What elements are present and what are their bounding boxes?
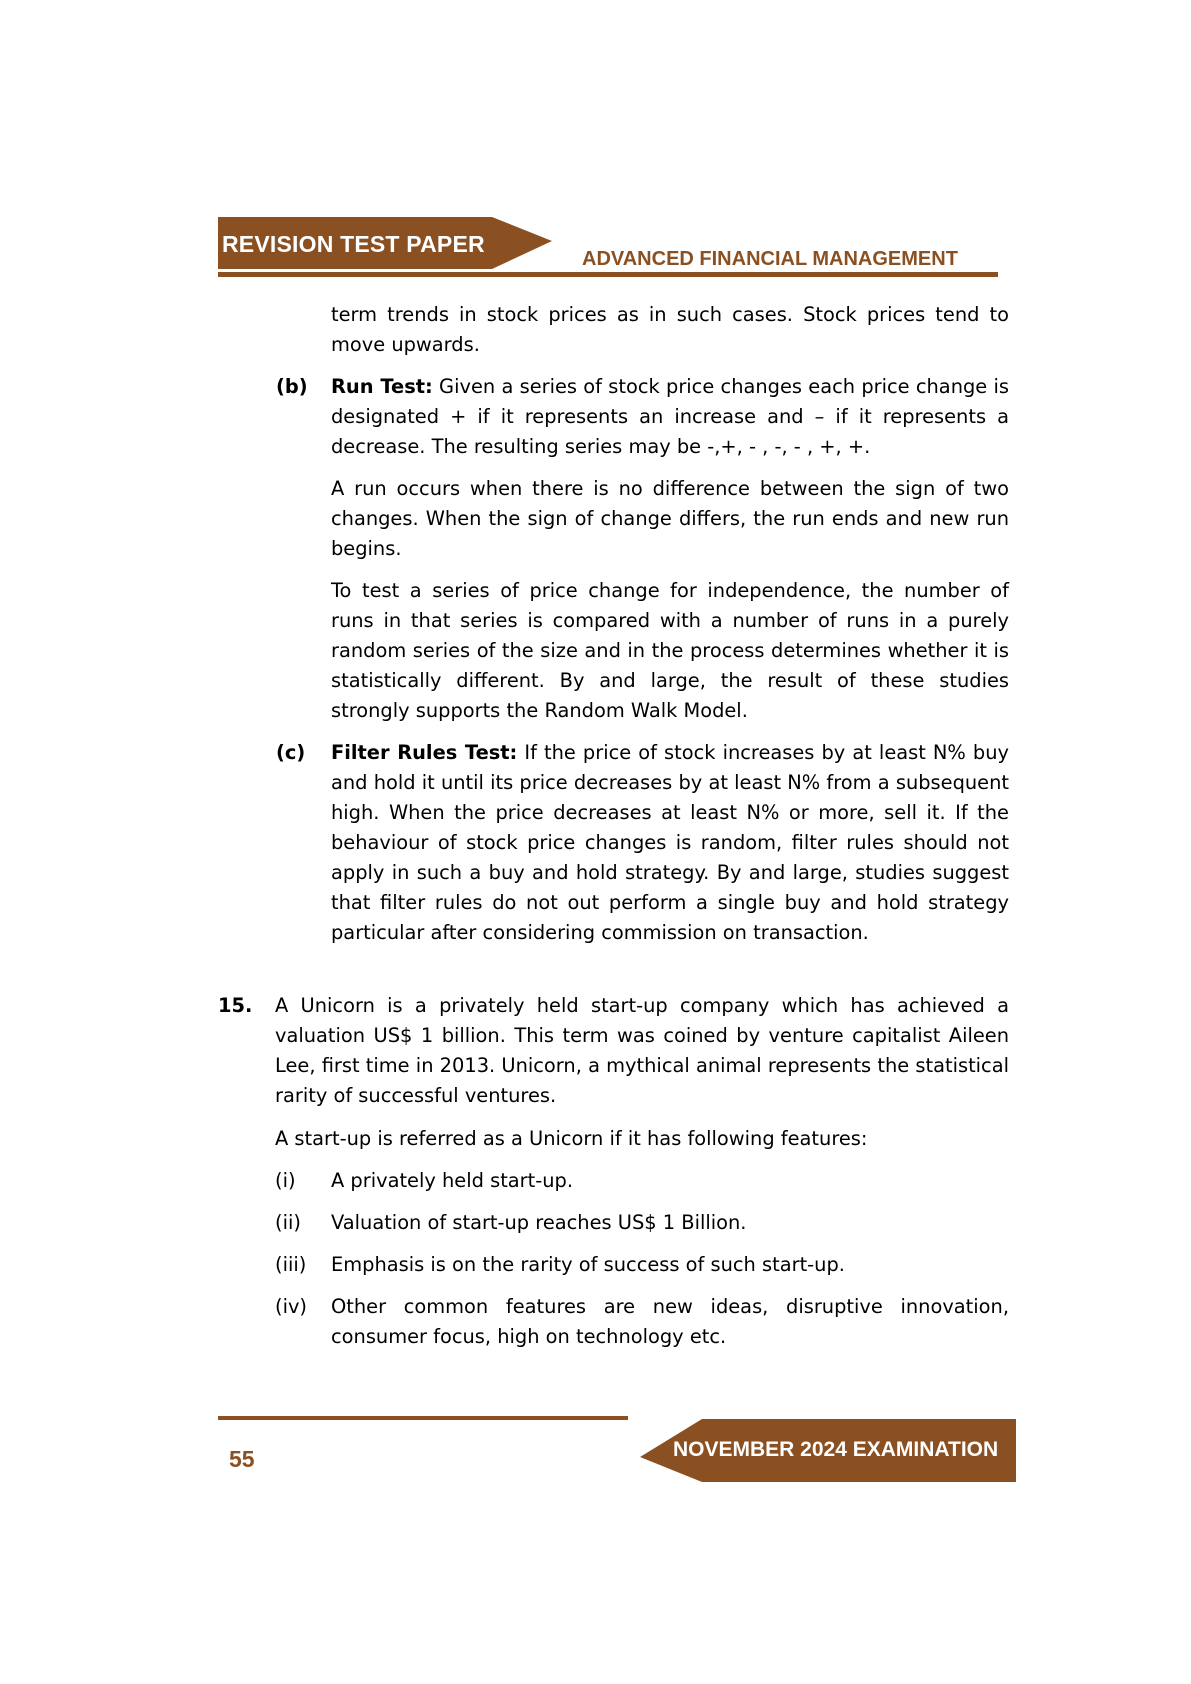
item-c-paragraph xyxy=(331,738,1009,948)
feature-item xyxy=(331,1166,1009,1196)
question-15-number: 15. xyxy=(218,994,253,1017)
item-b-para3-text: To test a series of price change for independence, the number of runs in that series is compared with a number of runs in a purely random series of the size and in the process determines whether it is statistically different. By and large, the result of these studies strongly supports the Random Walk Model. xyxy=(331,579,1009,722)
item-c-title: Filter Rules Test: xyxy=(331,741,518,764)
feature-text: A privately held start-up. xyxy=(331,1169,574,1192)
feature-item xyxy=(331,1250,1009,1280)
footer-banner xyxy=(0,1400,1191,1520)
feature-label: (iii) xyxy=(275,1253,307,1276)
item-b-paragraph xyxy=(331,372,1009,462)
continuation-text: term trends in stock prices as in such cases. Stock prices tend to move upwards. xyxy=(331,303,1009,356)
header-right-title: ADVANCED FINANCIAL MANAGEMENT xyxy=(582,248,958,270)
header-left-title: REVISION TEST PAPER xyxy=(222,231,485,257)
item-b-title: Run Test: xyxy=(331,375,433,398)
feature-text: Other common features are new ideas, disruptive innovation, consumer focus, high on technology etc. xyxy=(331,1295,1009,1348)
feature-item xyxy=(331,1208,1009,1238)
item-b-text: Given a series of stock price changes each price change is designated + if it represents an increase and – if it represents a decrease. The resulting series may be -,+, - , -, - , +, +. xyxy=(331,375,1009,458)
feature-label: (i) xyxy=(275,1169,296,1192)
header-rule xyxy=(218,272,998,277)
footer-rule xyxy=(218,1416,628,1420)
item-c-label: (c) xyxy=(276,741,306,764)
question-15-intro xyxy=(275,1124,1009,1154)
question-15-intro-text: A start-up is referred as a Unicorn if it has following features: xyxy=(275,1127,868,1150)
item-b-para2-text: A run occurs when there is no difference between the sign of two changes. When the sign of change differs, the run ends and new run begins. xyxy=(331,477,1009,560)
footer-exam-title: NOVEMBER 2024 EXAMINATION xyxy=(673,1438,999,1461)
feature-label: (iv) xyxy=(275,1295,307,1318)
feature-text: Emphasis is on the rarity of success of such start-up. xyxy=(331,1253,845,1276)
feature-item xyxy=(331,1292,1009,1352)
question-15-paragraph xyxy=(275,991,1009,1111)
page-number: 55 xyxy=(229,1446,255,1472)
feature-label: (ii) xyxy=(275,1211,301,1234)
continuation-paragraph xyxy=(331,300,1009,360)
feature-text: Valuation of start-up reaches US$ 1 Billion. xyxy=(331,1211,747,1234)
item-c-text: If the price of stock increases by at least N% buy and hold it until its price decreases by at least N% from a subsequent high. When the price decreases at least N% or more, sell it. If the behaviour of stock price changes is random, filter rules should not apply in such a buy and hold strategy. By and large, studies suggest that filter rules do not out perform a single buy and hold strategy particular after considering commission on transaction. xyxy=(331,741,1009,944)
item-b-para2 xyxy=(331,474,1009,564)
item-b-label: (b) xyxy=(276,375,308,398)
item-b-para3 xyxy=(331,576,1009,726)
question-15-text: A Unicorn is a privately held start-up company which has achieved a valuation US$ 1 billion. This term was coined by venture capitalist Aileen Lee, first time in 2013. Unicorn, a mythical animal represents the statistical rarity of successful ventures. xyxy=(275,994,1009,1107)
